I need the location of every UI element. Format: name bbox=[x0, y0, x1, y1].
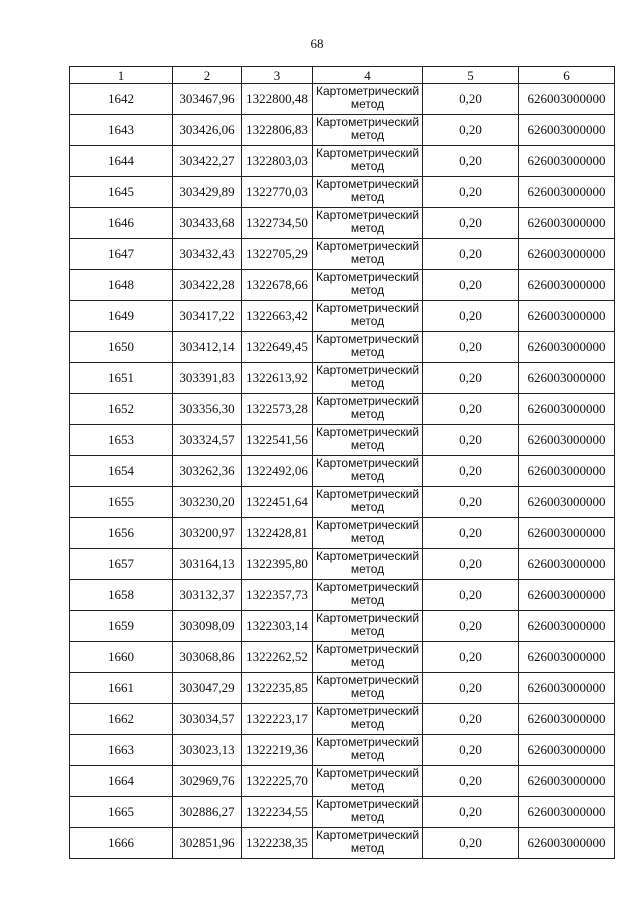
y-coordinate-cell: 1322428,81 bbox=[242, 518, 313, 549]
method-label-line2: метод bbox=[350, 717, 385, 731]
x-coordinate-cell: 302969,76 bbox=[173, 766, 242, 797]
method-label-line2: метод bbox=[350, 841, 385, 855]
y-coordinate-cell: 1322734,50 bbox=[242, 208, 313, 239]
accuracy-cell: 0,20 bbox=[423, 797, 519, 828]
y-coordinate-cell: 1322223,17 bbox=[242, 704, 313, 735]
header-col-5: 5 bbox=[423, 67, 519, 84]
code-cell: 626003000000 bbox=[519, 487, 615, 518]
y-coordinate-cell: 1322357,73 bbox=[242, 580, 313, 611]
method-label-line2: метод bbox=[350, 469, 385, 483]
y-coordinate-cell: 1322238,35 bbox=[242, 828, 313, 859]
point-number-cell: 1643 bbox=[70, 115, 173, 146]
method-cell bbox=[313, 580, 423, 611]
method-label-line1: Картометрический bbox=[315, 642, 420, 656]
x-coordinate-cell: 303412,14 bbox=[173, 332, 242, 363]
method-label-line2: метод bbox=[350, 252, 385, 266]
method-label-line2: метод bbox=[350, 407, 385, 421]
method-cell bbox=[313, 363, 423, 394]
accuracy-cell: 0,20 bbox=[423, 766, 519, 797]
method-label-line1: Картометрический bbox=[315, 146, 420, 160]
x-coordinate-cell: 303098,09 bbox=[173, 611, 242, 642]
table-row bbox=[70, 208, 615, 239]
point-number-cell: 1663 bbox=[70, 735, 173, 766]
accuracy-cell: 0,20 bbox=[423, 270, 519, 301]
accuracy-cell: 0,20 bbox=[423, 611, 519, 642]
method-cell bbox=[313, 704, 423, 735]
x-coordinate-cell: 303324,57 bbox=[173, 425, 242, 456]
method-label-line1: Картометрический bbox=[315, 735, 420, 749]
accuracy-cell: 0,20 bbox=[423, 208, 519, 239]
accuracy-cell: 0,20 bbox=[423, 115, 519, 146]
y-coordinate-cell: 1322649,45 bbox=[242, 332, 313, 363]
accuracy-cell: 0,20 bbox=[423, 704, 519, 735]
code-cell: 626003000000 bbox=[519, 518, 615, 549]
method-cell bbox=[313, 146, 423, 177]
method-label-line1: Картометрический bbox=[315, 673, 420, 687]
method-label-line2: метод bbox=[350, 345, 385, 359]
method-label-line2: метод bbox=[350, 376, 385, 390]
point-number-cell: 1666 bbox=[70, 828, 173, 859]
code-cell: 626003000000 bbox=[519, 704, 615, 735]
y-coordinate-cell: 1322541,56 bbox=[242, 425, 313, 456]
method-cell bbox=[313, 84, 423, 115]
code-cell: 626003000000 bbox=[519, 735, 615, 766]
method-label-line1: Картометрический bbox=[315, 518, 420, 532]
point-number-cell: 1661 bbox=[70, 673, 173, 704]
method-cell bbox=[313, 425, 423, 456]
x-coordinate-cell: 303068,86 bbox=[173, 642, 242, 673]
y-coordinate-cell: 1322705,29 bbox=[242, 239, 313, 270]
y-coordinate-cell: 1322225,70 bbox=[242, 766, 313, 797]
table-row bbox=[70, 828, 615, 859]
table-row bbox=[70, 611, 615, 642]
accuracy-cell: 0,20 bbox=[423, 673, 519, 704]
header-col-4: 4 bbox=[313, 67, 423, 84]
accuracy-cell: 0,20 bbox=[423, 642, 519, 673]
method-label-line2: метод bbox=[350, 748, 385, 762]
code-cell: 626003000000 bbox=[519, 766, 615, 797]
accuracy-cell: 0,20 bbox=[423, 301, 519, 332]
method-cell bbox=[313, 301, 423, 332]
method-label-line2: метод bbox=[350, 314, 385, 328]
point-number-cell: 1649 bbox=[70, 301, 173, 332]
x-coordinate-cell: 303467,96 bbox=[173, 84, 242, 115]
accuracy-cell: 0,20 bbox=[423, 84, 519, 115]
y-coordinate-cell: 1322235,85 bbox=[242, 673, 313, 704]
method-label-line1: Картометрический bbox=[315, 704, 420, 718]
table-row bbox=[70, 270, 615, 301]
method-cell bbox=[313, 332, 423, 363]
code-cell: 626003000000 bbox=[519, 611, 615, 642]
point-number-cell: 1664 bbox=[70, 766, 173, 797]
code-cell: 626003000000 bbox=[519, 642, 615, 673]
table-row bbox=[70, 487, 615, 518]
point-number-cell: 1656 bbox=[70, 518, 173, 549]
coordinates-table bbox=[69, 66, 615, 859]
method-label-line2: метод bbox=[350, 221, 385, 235]
point-number-cell: 1655 bbox=[70, 487, 173, 518]
table-row bbox=[70, 394, 615, 425]
header-col-6: 6 bbox=[519, 67, 615, 84]
table-row bbox=[70, 797, 615, 828]
method-label-line1: Картометрический bbox=[315, 611, 420, 625]
table-row bbox=[70, 84, 615, 115]
method-label-line2: метод bbox=[350, 562, 385, 576]
accuracy-cell: 0,20 bbox=[423, 456, 519, 487]
code-cell: 626003000000 bbox=[519, 549, 615, 580]
table-row bbox=[70, 580, 615, 611]
method-label-line1: Картометрический bbox=[315, 208, 420, 222]
method-label-line2: метод bbox=[350, 190, 385, 204]
code-cell: 626003000000 bbox=[519, 177, 615, 208]
method-label-line1: Картометрический bbox=[315, 115, 420, 129]
table-row bbox=[70, 239, 615, 270]
table-row bbox=[70, 518, 615, 549]
code-cell: 626003000000 bbox=[519, 301, 615, 332]
method-label-line2: метод bbox=[350, 128, 385, 142]
y-coordinate-cell: 1322219,36 bbox=[242, 735, 313, 766]
method-label-line1: Картометрический bbox=[315, 270, 420, 284]
y-coordinate-cell: 1322303,14 bbox=[242, 611, 313, 642]
method-label-line1: Картометрический bbox=[315, 394, 420, 408]
table-row bbox=[70, 332, 615, 363]
y-coordinate-cell: 1322678,66 bbox=[242, 270, 313, 301]
method-label-line1: Картометрический bbox=[315, 797, 420, 811]
table-row bbox=[70, 363, 615, 394]
accuracy-cell: 0,20 bbox=[423, 332, 519, 363]
header-col-3: 3 bbox=[242, 67, 313, 84]
x-coordinate-cell: 303429,89 bbox=[173, 177, 242, 208]
point-number-cell: 1659 bbox=[70, 611, 173, 642]
x-coordinate-cell: 303047,29 bbox=[173, 673, 242, 704]
y-coordinate-cell: 1322451,64 bbox=[242, 487, 313, 518]
accuracy-cell: 0,20 bbox=[423, 425, 519, 456]
method-cell bbox=[313, 487, 423, 518]
method-label-line2: метод bbox=[350, 500, 385, 514]
x-coordinate-cell: 303422,27 bbox=[173, 146, 242, 177]
x-coordinate-cell: 303164,13 bbox=[173, 549, 242, 580]
method-cell bbox=[313, 518, 423, 549]
point-number-cell: 1654 bbox=[70, 456, 173, 487]
method-label-line1: Картометрический bbox=[315, 487, 420, 501]
accuracy-cell: 0,20 bbox=[423, 735, 519, 766]
x-coordinate-cell: 303262,36 bbox=[173, 456, 242, 487]
code-cell: 626003000000 bbox=[519, 332, 615, 363]
method-label-line1: Картометрический bbox=[315, 84, 420, 98]
accuracy-cell: 0,20 bbox=[423, 394, 519, 425]
method-cell bbox=[313, 208, 423, 239]
method-label-line1: Картометрический bbox=[315, 332, 420, 346]
point-number-cell: 1647 bbox=[70, 239, 173, 270]
method-cell bbox=[313, 642, 423, 673]
table-row bbox=[70, 766, 615, 797]
method-cell bbox=[313, 673, 423, 704]
x-coordinate-cell: 302851,96 bbox=[173, 828, 242, 859]
method-cell bbox=[313, 828, 423, 859]
accuracy-cell: 0,20 bbox=[423, 828, 519, 859]
method-cell bbox=[313, 456, 423, 487]
x-coordinate-cell: 303230,20 bbox=[173, 487, 242, 518]
y-coordinate-cell: 1322395,80 bbox=[242, 549, 313, 580]
table-row bbox=[70, 115, 615, 146]
code-cell: 626003000000 bbox=[519, 797, 615, 828]
method-label-line1: Картометрический bbox=[315, 580, 420, 594]
table-row bbox=[70, 704, 615, 735]
accuracy-cell: 0,20 bbox=[423, 549, 519, 580]
code-cell: 626003000000 bbox=[519, 673, 615, 704]
method-label-line1: Картометрический bbox=[315, 363, 420, 377]
table-row bbox=[70, 549, 615, 580]
point-number-cell: 1653 bbox=[70, 425, 173, 456]
y-coordinate-cell: 1322573,28 bbox=[242, 394, 313, 425]
method-cell bbox=[313, 735, 423, 766]
method-label-line1: Картометрический bbox=[315, 425, 420, 439]
accuracy-cell: 0,20 bbox=[423, 518, 519, 549]
accuracy-cell: 0,20 bbox=[423, 363, 519, 394]
method-label-line1: Картометрический bbox=[315, 828, 420, 842]
point-number-cell: 1657 bbox=[70, 549, 173, 580]
table-body bbox=[70, 84, 615, 859]
method-label-line2: метод bbox=[350, 655, 385, 669]
method-label-line1: Картометрический bbox=[315, 456, 420, 470]
y-coordinate-cell: 1322262,52 bbox=[242, 642, 313, 673]
method-cell bbox=[313, 611, 423, 642]
x-coordinate-cell: 303426,06 bbox=[173, 115, 242, 146]
table-row bbox=[70, 673, 615, 704]
table-row bbox=[70, 642, 615, 673]
point-number-cell: 1650 bbox=[70, 332, 173, 363]
method-label-line2: метод bbox=[350, 159, 385, 173]
point-number-cell: 1651 bbox=[70, 363, 173, 394]
y-coordinate-cell: 1322663,42 bbox=[242, 301, 313, 332]
code-cell: 626003000000 bbox=[519, 115, 615, 146]
method-label-line2: метод bbox=[350, 438, 385, 452]
point-number-cell: 1660 bbox=[70, 642, 173, 673]
y-coordinate-cell: 1322806,83 bbox=[242, 115, 313, 146]
x-coordinate-cell: 303432,43 bbox=[173, 239, 242, 270]
method-cell bbox=[313, 766, 423, 797]
method-label-line2: метод bbox=[350, 97, 385, 111]
table-header bbox=[70, 67, 615, 84]
method-label-line2: метод bbox=[350, 283, 385, 297]
table-row bbox=[70, 425, 615, 456]
y-coordinate-cell: 1322800,48 bbox=[242, 84, 313, 115]
method-label-line2: метод bbox=[350, 624, 385, 638]
code-cell: 626003000000 bbox=[519, 239, 615, 270]
table-row bbox=[70, 146, 615, 177]
code-cell: 626003000000 bbox=[519, 363, 615, 394]
method-label-line2: метод bbox=[350, 593, 385, 607]
y-coordinate-cell: 1322234,55 bbox=[242, 797, 313, 828]
x-coordinate-cell: 303200,97 bbox=[173, 518, 242, 549]
method-label-line1: Картометрический bbox=[315, 301, 420, 315]
point-number-cell: 1665 bbox=[70, 797, 173, 828]
code-cell: 626003000000 bbox=[519, 146, 615, 177]
x-coordinate-cell: 303417,22 bbox=[173, 301, 242, 332]
table-row bbox=[70, 456, 615, 487]
method-label-line2: метод bbox=[350, 779, 385, 793]
code-cell: 626003000000 bbox=[519, 828, 615, 859]
code-cell: 626003000000 bbox=[519, 580, 615, 611]
method-label-line2: метод bbox=[350, 531, 385, 545]
y-coordinate-cell: 1322492,06 bbox=[242, 456, 313, 487]
method-cell bbox=[313, 177, 423, 208]
table-row bbox=[70, 735, 615, 766]
table-row bbox=[70, 301, 615, 332]
header-col-1: 1 bbox=[70, 67, 173, 84]
x-coordinate-cell: 302886,27 bbox=[173, 797, 242, 828]
point-number-cell: 1648 bbox=[70, 270, 173, 301]
accuracy-cell: 0,20 bbox=[423, 239, 519, 270]
accuracy-cell: 0,20 bbox=[423, 580, 519, 611]
point-number-cell: 1646 bbox=[70, 208, 173, 239]
point-number-cell: 1645 bbox=[70, 177, 173, 208]
x-coordinate-cell: 303391,83 bbox=[173, 363, 242, 394]
y-coordinate-cell: 1322613,92 bbox=[242, 363, 313, 394]
code-cell: 626003000000 bbox=[519, 456, 615, 487]
method-cell bbox=[313, 549, 423, 580]
method-cell bbox=[313, 394, 423, 425]
method-label-line1: Картометрический bbox=[315, 766, 420, 780]
code-cell: 626003000000 bbox=[519, 208, 615, 239]
method-label-line1: Картометрический bbox=[315, 177, 420, 191]
accuracy-cell: 0,20 bbox=[423, 146, 519, 177]
method-label-line1: Картометрический bbox=[315, 549, 420, 563]
x-coordinate-cell: 303356,30 bbox=[173, 394, 242, 425]
method-cell bbox=[313, 239, 423, 270]
code-cell: 626003000000 bbox=[519, 84, 615, 115]
point-number-cell: 1658 bbox=[70, 580, 173, 611]
code-cell: 626003000000 bbox=[519, 270, 615, 301]
x-coordinate-cell: 303023,13 bbox=[173, 735, 242, 766]
accuracy-cell: 0,20 bbox=[423, 487, 519, 518]
point-number-cell: 1662 bbox=[70, 704, 173, 735]
method-label-line1: Картометрический bbox=[315, 239, 420, 253]
page-number: 68 bbox=[310, 36, 324, 51]
accuracy-cell: 0,20 bbox=[423, 177, 519, 208]
x-coordinate-cell: 303422,28 bbox=[173, 270, 242, 301]
code-cell: 626003000000 bbox=[519, 394, 615, 425]
method-cell bbox=[313, 115, 423, 146]
method-cell bbox=[313, 270, 423, 301]
y-coordinate-cell: 1322803,03 bbox=[242, 146, 313, 177]
code-cell: 626003000000 bbox=[519, 425, 615, 456]
y-coordinate-cell: 1322770,03 bbox=[242, 177, 313, 208]
point-number-cell: 1652 bbox=[70, 394, 173, 425]
header-col-2: 2 bbox=[173, 67, 242, 84]
x-coordinate-cell: 303433,68 bbox=[173, 208, 242, 239]
method-cell bbox=[313, 797, 423, 828]
method-label-line2: метод bbox=[350, 686, 385, 700]
x-coordinate-cell: 303132,37 bbox=[173, 580, 242, 611]
point-number-cell: 1644 bbox=[70, 146, 173, 177]
header-row bbox=[70, 67, 615, 84]
method-label-line2: метод bbox=[350, 810, 385, 824]
point-number-cell: 1642 bbox=[70, 84, 173, 115]
table-row bbox=[70, 177, 615, 208]
x-coordinate-cell: 303034,57 bbox=[173, 704, 242, 735]
